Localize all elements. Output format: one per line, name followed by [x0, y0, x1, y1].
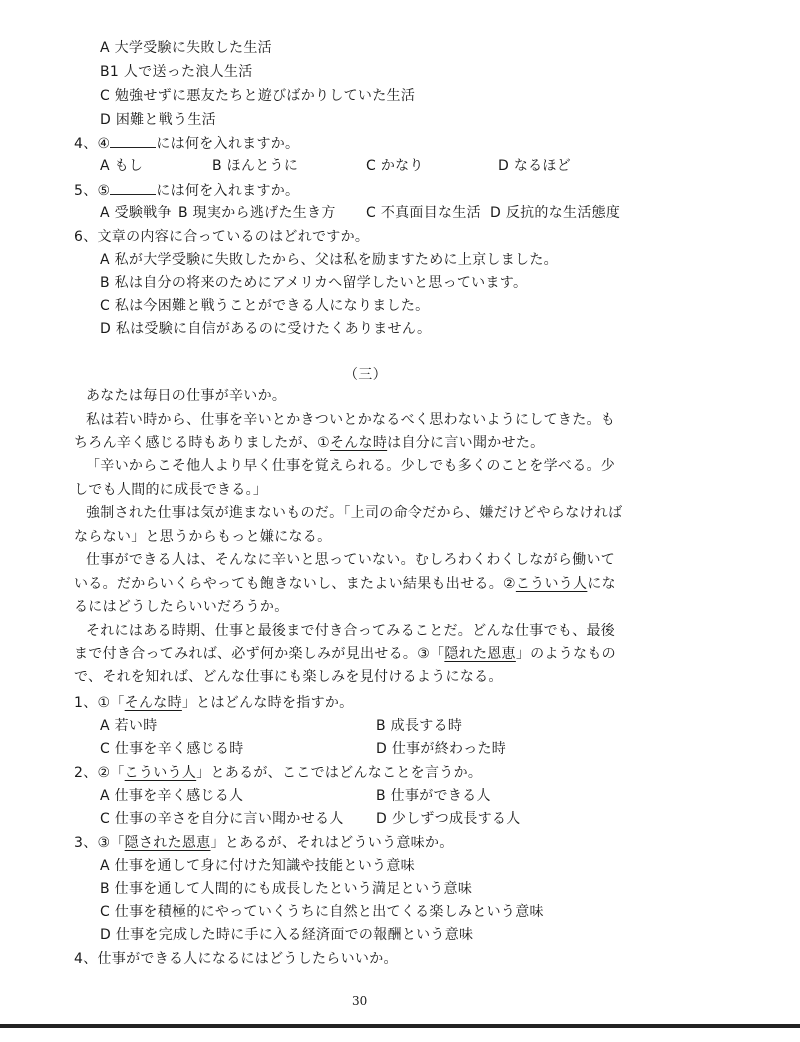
prev-q5-option-d: D 反抗的な生活態度	[490, 205, 621, 221]
underlined-phrase-3: 隠れた恩恵	[444, 646, 516, 662]
question-3-stem	[74, 833, 454, 853]
question-2-stem	[74, 763, 482, 783]
q3-option-d: D 仕事を完成した時に手に入る経済面での報酬という意味	[100, 927, 474, 943]
passage-text: まで付き合ってみれば、必ず何か楽しみが見出せる。③「	[74, 646, 445, 662]
passage-p6-line1: それにはある時期、仕事と最後まで付き合ってみることだ。どんな仕事でも、最後	[86, 623, 616, 639]
passage-p4-line1: 強制された仕事は気が進まないものだ。「上司の命令だから、嫌だけどやらなければ	[86, 505, 623, 521]
prev-q4-option-c: C かなり	[366, 158, 424, 174]
q3-option-a: A 仕事を通して身に付けた知識や技能という意味	[100, 858, 415, 874]
passage-text: いる。だからいくらやっても飽きないし、またよい結果も出せる。②	[74, 576, 516, 592]
passage-p5-line1: 仕事ができる人は、そんなに辛いと思っていない。むしろわくわくしながら働いて	[86, 552, 616, 568]
q1-option-d: D 仕事が終わった時	[376, 741, 507, 757]
prev-q4-stem	[74, 133, 299, 154]
passage-p2-line1: 私は若い時から、仕事を辛いとかきついとかなるべく思わないようにしてきた。も	[86, 412, 616, 428]
question-1-stem	[74, 693, 353, 713]
answer-blank	[110, 180, 156, 195]
answer-blank	[110, 133, 156, 148]
bottom-rule	[0, 1024, 800, 1028]
passage-text: は自分に言い聞かせた。	[387, 435, 545, 451]
question-4-stem: 4、仕事ができる人になるにはどうしたらいいか。	[74, 951, 398, 967]
q3-option-b: B 仕事を通して人間的にも成長したという満足という意味	[100, 881, 473, 897]
passage-p2-line2	[74, 433, 544, 453]
question-text: 」とあるが、それはどういう意味か。	[210, 835, 454, 851]
prev-q4-option-a: A もし	[100, 158, 144, 174]
question-text: 3、③「	[74, 835, 125, 851]
prev-q4-option-d: D なるほど	[498, 158, 572, 174]
prev-q3-option-a: A 大学受験に失敗した生活	[100, 40, 272, 56]
prev-q3-option-b: B1 人で送った浪人生活	[100, 64, 253, 80]
question-underlined: こういう人	[124, 765, 197, 781]
question-underlined: 隠された恩恵	[124, 835, 211, 851]
prev-q5-stem-post: には何を入れますか。	[156, 183, 300, 199]
prev-q5-option-b: B 現実から逃げた生き方	[178, 205, 336, 221]
passage-text: にな	[587, 576, 616, 592]
prev-q5-option-a: A 受験戦争	[100, 205, 172, 221]
q1-option-c: C 仕事を辛く感じる時	[100, 741, 244, 757]
page-number: 30	[352, 994, 368, 1008]
passage-p6-line2	[74, 644, 616, 664]
underlined-phrase-2: こういう人	[515, 576, 588, 592]
passage-p6-line3: で、それを知れば、どんな仕事にも楽しみを見付けるようになる。	[74, 669, 503, 685]
passage-p4-line2: ならない」と思うからもっと嫌になる。	[74, 529, 332, 545]
passage-text: ちろん辛く感じる時もありましたが、①	[74, 435, 330, 451]
q1-option-a: A 若い時	[100, 718, 158, 734]
prev-q6-option-c: C 私は今困難と戦うことができる人になりました。	[100, 298, 430, 314]
passage-p3-line1: 「辛いからこそ他人より早く仕事を覚えられる。少しでも多くのことを学べる。少	[86, 458, 616, 474]
prev-q4-option-b: B ほんとうに	[212, 158, 299, 174]
passage-p3-line2: しでも人間的に成長できる。」	[74, 482, 268, 498]
prev-q6-stem: 6、文章の内容に合っているのはどれですか。	[74, 229, 370, 245]
prev-q6-option-d: D 私は受験に自信があるのに受けたくありません。	[100, 321, 432, 337]
question-underlined: そんな時	[124, 695, 182, 711]
passage-p1: あなたは毎日の仕事が辛いか。	[86, 388, 287, 404]
q3-option-c: C 仕事を積極的にやっていくうちに自然と出てくる楽しみという意味	[100, 904, 544, 920]
question-text: 」とはどんな時を指すか。	[181, 695, 354, 711]
q2-option-d: D 少しずつ成長する人	[376, 811, 521, 827]
prev-q6-option-a: A 私が大学受験に失敗したから、父は私を励ますために上京しました。	[100, 252, 558, 268]
prev-q6-option-b: B 私は自分の将来のためにアメリカへ留学したいと思っています。	[100, 275, 528, 291]
passage-p5-line3: るにはどうしたらいいだろうか。	[74, 599, 289, 615]
underlined-phrase-1: そんな時	[329, 435, 388, 451]
prev-q4-stem-pre: 4、④	[74, 136, 111, 152]
question-text: 2、②「	[74, 765, 125, 781]
section-heading: （三）	[344, 367, 387, 383]
question-text: 1、①「	[74, 695, 125, 711]
q2-option-a: A 仕事を辛く感じる人	[100, 788, 244, 804]
q2-option-c: C 仕事の辛さを自分に言い聞かせる人	[100, 811, 344, 827]
passage-p5-line2	[74, 574, 616, 594]
q1-option-b: B 成長する時	[376, 718, 463, 734]
prev-q3-option-c: C 勉強せずに悪友たちと遊びばかりしていた生活	[100, 88, 416, 104]
prev-q5-stem-pre: 5、⑤	[74, 183, 111, 199]
prev-q4-stem-post: には何を入れますか。	[156, 136, 300, 152]
prev-q3-option-d: D 困難と戦う生活	[100, 112, 216, 128]
passage-text: 」のようなもの	[515, 646, 616, 662]
q2-option-b: B 仕事ができる人	[376, 788, 491, 804]
prev-q5-option-c: C 不真面目な生活	[366, 205, 481, 221]
prev-q5-stem	[74, 180, 299, 201]
question-text: 」とあるが、ここではどんなことを言うか。	[196, 765, 483, 781]
